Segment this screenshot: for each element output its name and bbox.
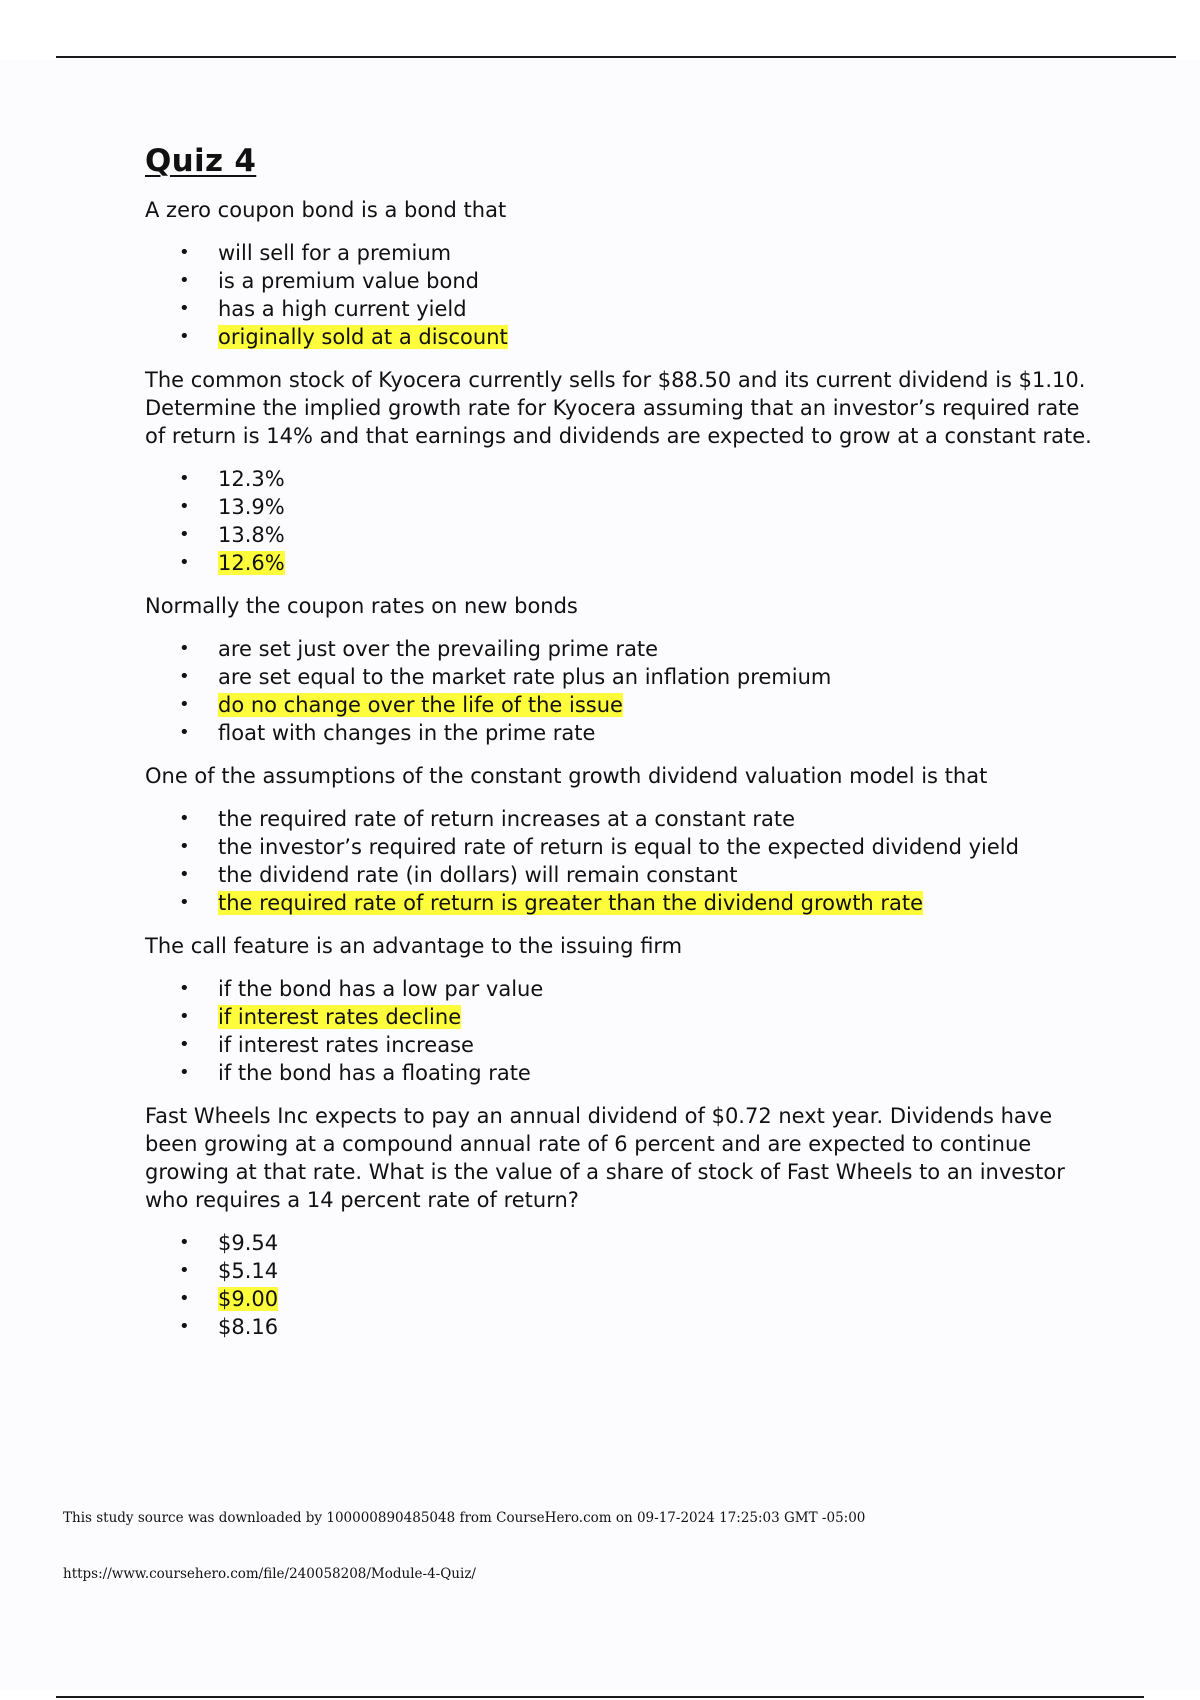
answer-option bbox=[145, 719, 1105, 747]
answer-option-text: $9.54 bbox=[218, 1231, 279, 1255]
answer-option bbox=[145, 805, 1105, 833]
bullet-icon: • bbox=[179, 1062, 190, 1083]
answer-option-text: is a premium value bond bbox=[218, 269, 480, 293]
source-url-link[interactable]: https://www.coursehero.com/file/240058208/Module-4-Quiz/ bbox=[63, 1566, 476, 1582]
answer-option-highlighted bbox=[145, 323, 1105, 351]
question-list bbox=[145, 196, 1105, 1341]
answer-option bbox=[145, 239, 1105, 267]
answer-option-highlighted bbox=[145, 691, 1105, 719]
answer-option bbox=[145, 295, 1105, 323]
bullet-icon: • bbox=[179, 552, 190, 573]
answer-option-text: 13.9% bbox=[218, 495, 285, 519]
answer-option-text: $9.00 bbox=[218, 1287, 279, 1311]
answer-option-text: if interest rates decline bbox=[218, 1005, 462, 1029]
quiz-document bbox=[145, 140, 1105, 1356]
answer-option-text: do no change over the life of the issue bbox=[218, 693, 623, 717]
bullet-icon: • bbox=[179, 666, 190, 687]
answer-option-text: the required rate of return is greater than the dividend growth rate bbox=[218, 891, 924, 915]
bullet-icon: • bbox=[179, 722, 190, 743]
question-block bbox=[145, 366, 1105, 577]
question-prompt: The call feature is an advantage to the issuing firm bbox=[145, 934, 683, 958]
answer-option bbox=[145, 1313, 1105, 1341]
answer-option bbox=[145, 521, 1105, 549]
answer-options bbox=[145, 465, 1105, 577]
answer-option-text: the required rate of return increases at a constant rate bbox=[218, 807, 796, 831]
answer-option-text: the dividend rate (in dollars) will remain constant bbox=[218, 863, 738, 887]
bullet-icon: • bbox=[179, 298, 190, 319]
bullet-icon: • bbox=[179, 978, 190, 999]
question-block bbox=[145, 762, 1105, 917]
answer-option-text: $5.14 bbox=[218, 1259, 279, 1283]
answer-options bbox=[145, 1229, 1105, 1341]
bullet-icon: • bbox=[179, 468, 190, 489]
answer-options bbox=[145, 635, 1105, 747]
bullet-icon: • bbox=[179, 242, 190, 263]
bullet-icon: • bbox=[179, 1316, 190, 1337]
question-block bbox=[145, 592, 1105, 747]
answer-option-text: 12.6% bbox=[218, 551, 285, 575]
bullet-icon: • bbox=[179, 1288, 190, 1309]
quiz-title-text: Quiz 4 bbox=[145, 143, 257, 179]
answer-option bbox=[145, 663, 1105, 691]
answer-option bbox=[145, 635, 1105, 663]
bullet-icon: • bbox=[179, 326, 190, 347]
top-rule bbox=[56, 56, 1176, 58]
bullet-icon: • bbox=[179, 496, 190, 517]
question-block bbox=[145, 932, 1105, 1087]
bullet-icon: • bbox=[179, 836, 190, 857]
answer-option-highlighted bbox=[145, 549, 1105, 577]
answer-options bbox=[145, 975, 1105, 1087]
answer-option bbox=[145, 1031, 1105, 1059]
question-prompt: One of the assumptions of the constant growth dividend valuation model is that bbox=[145, 764, 988, 788]
answer-options bbox=[145, 239, 1105, 351]
bullet-icon: • bbox=[179, 1034, 190, 1055]
question-prompt: Normally the coupon rates on new bonds bbox=[145, 594, 578, 618]
bullet-icon: • bbox=[179, 892, 190, 913]
answer-option bbox=[145, 861, 1105, 889]
bullet-icon: • bbox=[179, 638, 190, 659]
answer-option bbox=[145, 493, 1105, 521]
answer-option-text: has a high current yield bbox=[218, 297, 467, 321]
bullet-icon: • bbox=[179, 1232, 190, 1253]
answer-option-highlighted bbox=[145, 889, 1105, 917]
question-prompt: A zero coupon bond is a bond that bbox=[145, 198, 507, 222]
question-block bbox=[145, 1102, 1105, 1341]
answer-option bbox=[145, 1059, 1105, 1087]
bullet-icon: • bbox=[179, 694, 190, 715]
bullet-icon: • bbox=[179, 524, 190, 545]
answer-option-text: are set just over the prevailing prime rate bbox=[218, 637, 659, 661]
answer-option bbox=[145, 465, 1105, 493]
bullet-icon: • bbox=[179, 270, 190, 291]
bullet-icon: • bbox=[179, 864, 190, 885]
quiz-title bbox=[145, 140, 1105, 182]
question-prompt: The common stock of Kyocera currently sells for $88.50 and its current dividend is $1.10. Determine the implied growth rate for Kyocera assuming that an investor’s required rate of return is 14% and that earnings and dividends are expected to grow at a constant rate. bbox=[145, 368, 1092, 448]
download-note: This study source was downloaded by 100000890485048 from CourseHero.com on 09-17-2024 17:25:03 GMT -05:00 bbox=[63, 1510, 866, 1526]
bullet-icon: • bbox=[179, 1260, 190, 1281]
bullet-icon: • bbox=[179, 1006, 190, 1027]
answer-option-text: float with changes in the prime rate bbox=[218, 721, 596, 745]
answer-options bbox=[145, 805, 1105, 917]
answer-option-text: will sell for a premium bbox=[218, 241, 452, 265]
answer-option-text: if interest rates increase bbox=[218, 1033, 474, 1057]
answer-option-text: 12.3% bbox=[218, 467, 285, 491]
answer-option bbox=[145, 833, 1105, 861]
bottom-rule bbox=[56, 1696, 1144, 1698]
question-prompt: Fast Wheels Inc expects to pay an annual dividend of $0.72 next year. Dividends have been growing at a compound annual rate of 6 percent and are expected to continue growing at that rate. What is the value of a share of stock of Fast Wheels to an investor who requires a 14 percent rate of return? bbox=[145, 1104, 1065, 1212]
answer-option bbox=[145, 1257, 1105, 1285]
answer-option bbox=[145, 975, 1105, 1003]
answer-option-text: if the bond has a low par value bbox=[218, 977, 544, 1001]
answer-option-highlighted bbox=[145, 1003, 1105, 1031]
bullet-icon: • bbox=[179, 808, 190, 829]
answer-option bbox=[145, 267, 1105, 295]
answer-option-text: the investor’s required rate of return is equal to the expected dividend yield bbox=[218, 835, 1019, 859]
question-block bbox=[145, 196, 1105, 351]
answer-option-text: 13.8% bbox=[218, 523, 285, 547]
answer-option-text: $8.16 bbox=[218, 1315, 279, 1339]
answer-option-text: originally sold at a discount bbox=[218, 325, 508, 349]
answer-option bbox=[145, 1229, 1105, 1257]
answer-option-text: are set equal to the market rate plus an inflation premium bbox=[218, 665, 832, 689]
answer-option-text: if the bond has a floating rate bbox=[218, 1061, 531, 1085]
answer-option-highlighted bbox=[145, 1285, 1105, 1313]
